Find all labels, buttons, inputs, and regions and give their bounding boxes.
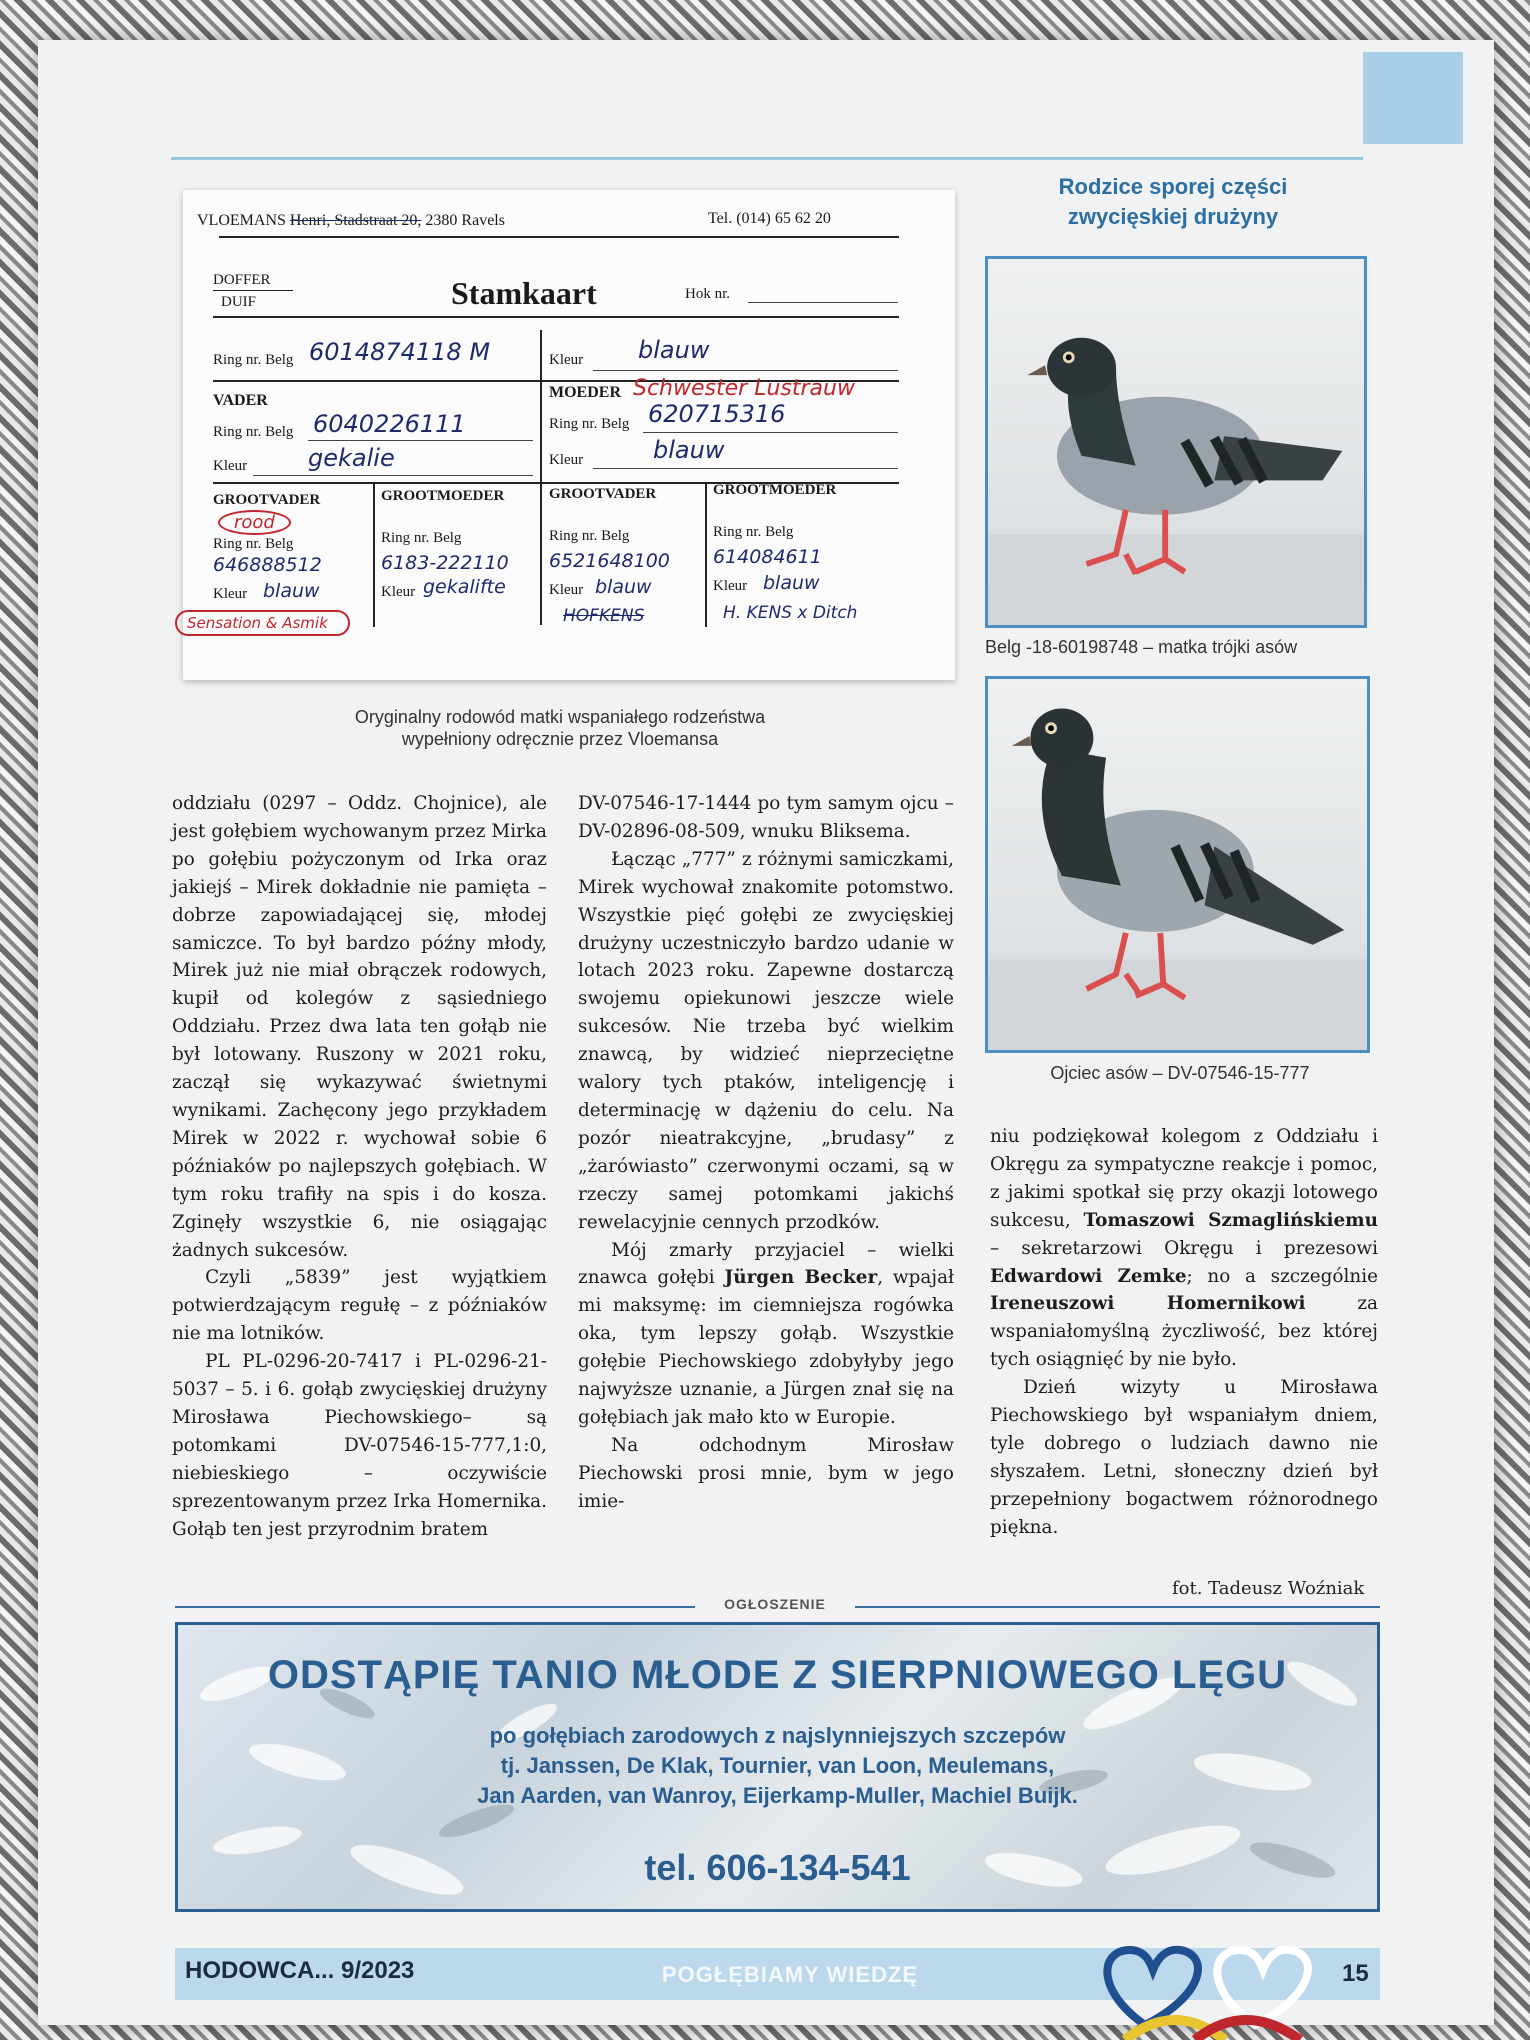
vader-ring-value: 6040226111 [313,410,466,438]
ad-rule-left [175,1606,695,1608]
gm1-ring-label: Ring nr. Belg [381,530,462,546]
page-number: 15 [1342,1960,1369,1987]
col1-paragraph-1: oddziału (0297 – Oddz. Chojnice), ale jest gołębiem wychowanym przez Mirka po gołębiu pożyczonym od Irka oraz jakiejś – Mirek dokładnie nie pamięta – dobrze zapowiadającej się, młodej samiczce. To był bardzo późny młody, Mirek już nie miał obrączek rodowych, kupił od kolegów z sąsiedniego Oddziału. Przez dwa lata ten gołąb nie był lotowany. Ruszony w 2021 roku, zaczął się wykazywać świetnymi wynikami. Zachęcony jego przykładem Mirek w 2022 r. wychował sobie 6 późniaków po najlepszych gołębiach. W tym roku trafiły na spis i do kosza. Zginęły wszystkie 6, nie osiągając żadnych sukcesów. [172,793,547,1261]
gm2-ring-label: Ring nr. Belg [713,524,794,540]
right-heading-line-1: Rodzice sporej części [1058,174,1288,199]
moeder-ring-label: Ring nr. Belg [549,416,630,432]
gv2-origin-note: HOFKENS [563,606,645,626]
advertisement [175,1622,1380,1912]
card-caption [250,706,870,750]
grootmoeder-2-label: GROOTMOEDER [713,482,837,498]
gm2-kleur-value: blauw [763,572,820,594]
gm2-ring-value: 614084611 [713,546,822,568]
article-column-2 [578,790,954,1516]
top-rule [171,157,1363,160]
grootvader-1-label: GROOTVADER [213,492,321,508]
right-heading-line-2: zwycięskiej drużyny [1067,204,1279,229]
gm1-kleur-value: gekalifte [423,576,506,598]
col3-paragraph-2: Dzień wizyty u Mirosława Piechowskiego był wspaniałym dniem, tyle dobrego o ludziach dawno nie słyszałem. Letni, słoneczny dzień był przepełniony bogactwem różnorodnego piękna. [990,1377,1378,1538]
name-ireneusz: Ireneuszowi Homernikowi [990,1293,1306,1315]
section-title: POGŁĘBIAMY WIEDZĘ [661,1962,919,1987]
gv2-ring-value: 6521648100 [549,550,670,572]
ad-headline: ODSTĄPIĘ TANIO MŁODE Z SIERPNIOWEGO LĘGU [267,1653,1288,1697]
vader-kleur-value: gekalie [308,444,395,472]
col2-paragraph-2: Łącząc „777” z różnymi samiczkami, Mirek wychował znakomite potomstwo. Wszystkie pięć gołębi ze zwycięskiej drużyny uczestniczyło bardzo udanie w lotach 2023 roku. Zapewne dostarczą swojemu opiekunowi jeszcze wiele sukcesów. Nie trzeba być wielkim znawcą, by widzieć nieprzeciętne walory tych ptaków, inteligencję i determinację w dążeniu do celu. Na pozór nieatrakcyjne, „brudasy” z „żarówiasto” czerwonymi oczami, są w rzeczy samej potomkami jakichś rewelacyjnie cennych przodków. [578,848,954,1233]
col1-paragraph-3: PL PL-0296-20-7417 i PL-0296-21-5037 – 5. i 6. gołąb zwycięskiej drużyny Mirosława Piechowskiego– są potomkami DV-07546-15-777,1:0, niebieskiego – oczywiście sprezentowanym przez Irka Homernika. Gołąb ten jest przyrodnim bratem [172,1351,547,1540]
grootvader-1-origin-note: Sensation & Asmik [175,610,350,636]
photo-mother-caption: Belg -18-60198748 – matka trójki asów [985,637,1298,657]
col1-paragraph-2: Czyli „5839” jest wyjątkiem potwierdzającym regułę – z późniaków nie ma lotników. [172,1267,547,1345]
right-heading [993,172,1353,232]
gv1-ring-value: 646888512 [213,554,322,576]
card-header [197,212,505,230]
breeder-city: 2380 Ravels [425,212,505,229]
card-caption-line-2: wypełniony odręcznie przez Vloemansa [401,729,719,749]
gv1-kleur-label: Kleur [213,586,248,602]
vader-kleur-label: Kleur [213,458,248,474]
card-caption-line-1: Oryginalny rodowód matki wspaniałego rodzeństwa [354,707,766,727]
hok-label: Hok nr. [685,286,730,302]
ad-phone: tel. 606-134-541 [644,1847,911,1888]
pigeon-image [988,679,1367,1050]
grootvader-1-note: rood [218,510,291,535]
gm1-kleur-label: Kleur [381,584,416,600]
card-title: Stamkaart [451,275,597,311]
ring-label: Ring nr. Belg [213,352,294,368]
gv2-kleur-label: Kleur [549,582,584,598]
col3-p1-d: ; no a szczególnie [1186,1265,1379,1287]
photo-credit: fot. Tadeusz Woźniak [1172,1578,1365,1599]
breeder-name: VLOEMANS [197,212,286,229]
article-column-3 [990,1123,1378,1542]
ad-label: OGŁOSZENIE [724,1596,826,1612]
hearts-logo-icon [1085,1930,1335,2040]
magazine-issue: HODOWCA... 9/2023 [185,1957,415,1984]
ring-value: 6014874118 M [309,338,491,366]
ad-line-2: tj. Janssen, De Klak, Tournier, van Loon, Meulemans, [500,1753,1055,1778]
ad-rule-right [855,1606,1380,1608]
col2-paragraph-3 [578,1237,954,1432]
moeder-label: MOEDER [549,384,621,401]
kleur-label: Kleur [549,352,584,368]
name-jurgen-becker: Jürgen Becker [724,1267,878,1289]
pedigree-card [183,190,955,680]
photo-father-pigeon [985,676,1370,1053]
vader-ring-label: Ring nr. Belg [213,424,294,440]
gv1-kleur-value: blauw [263,580,320,602]
breeder-phone: Tel. (014) 65 62 20 [708,210,831,227]
gv1-ring-label: Ring nr. Belg [213,536,294,552]
grootvader-2-label: GROOTVADER [549,486,657,502]
moeder-kleur-label: Kleur [549,452,584,468]
struck-address: Henri, Stadstraat 20, [289,212,422,229]
photo-mother-pigeon [985,256,1367,628]
gm2-kleur-label: Kleur [713,578,748,594]
col3-paragraph-1 [990,1123,1378,1374]
gm1-ring-value: 6183-222110 [381,552,509,574]
moeder-kleur-value: blauw [653,436,725,464]
col2-p3-start: Mój zmarły przyjaciel – wielki znawca gołębi [578,1239,954,1289]
col3-p1-a: niu podziękował kolegom z Oddziału i Okręgu za sympatyczne reakcje i pomoc, z jakimi spotkał się przy okazji lotowego sukcesu, [990,1126,1378,1231]
gm2-origin-note: H. KENS x Ditch [723,603,858,623]
corner-tab [1363,52,1463,144]
kleur-value: blauw [638,336,710,364]
pigeon-image [988,259,1364,625]
grootmoeder-1-label: GROOTMOEDER [381,488,505,504]
ad-line-1: po gołębiach zarodowych z najslynniejszych szczepów [489,1723,1066,1748]
photo-father-caption: Ojciec asów – DV-07546-15-777 [1050,1063,1310,1083]
name-edward: Edwardowi Zemke [990,1265,1187,1287]
ad-line-3: Jan Aarden, van Wanroy, Eijerkamp-Muller, Machiel Buijk. [477,1783,1078,1808]
col2-paragraph-4: Na odchodnym Mirosław Piechowski prosi mnie, bym w jego imie- [578,1434,954,1512]
moeder-ring-value: 620715316 [648,400,786,428]
moeder-note: Schwester Lustrauw [633,376,855,401]
col3-p1-e: za wspaniałomyślną życzliwość, bez której tych osiągnięć by nie było. [990,1293,1378,1371]
col2-paragraph-1: DV-07546-17-1444 po tym samym ojcu – DV-02896-08-509, wnuku Bliksema. [578,793,954,842]
col2-p3-end: , wpajał mi maksymę: im ciemniejsza rogówka oka, tym lepszy gołąb. Wszystkie gołębie Piechowskiego zdobyłyby jego najwyższe uznanie, a Jürgen znał się na gołębiach jak mało kto w Europie. [578,1267,954,1428]
vader-label: VADER [213,392,268,409]
col3-p1-c: – sekretarzowi Okręgu i prezesowi [990,1237,1378,1259]
name-tomasz: Tomaszowi Szmaglińskiemu [1083,1209,1378,1231]
duif-label: DUIF [221,294,257,310]
gv2-ring-label: Ring nr. Belg [549,528,630,544]
doffer-label: DOFFER [213,272,271,288]
gv2-kleur-value: blauw [595,576,652,598]
article-column-1 [172,790,547,1543]
